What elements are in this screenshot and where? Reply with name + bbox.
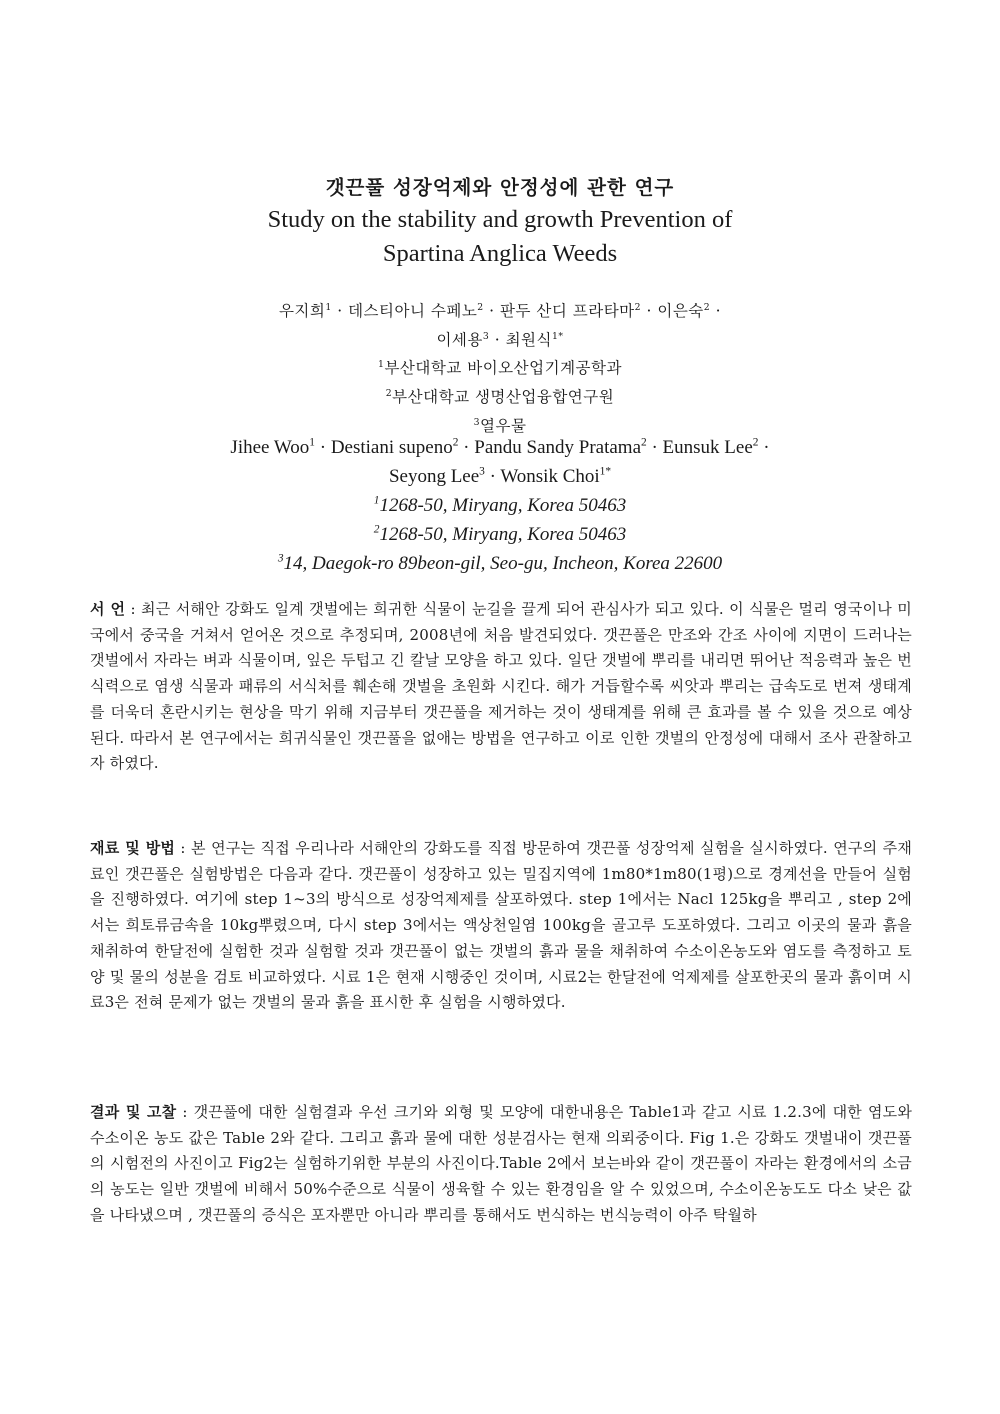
authors-english bbox=[0, 433, 1000, 578]
author-name: Seyong Lee bbox=[388, 466, 480, 487]
section-body: : 최근 서해안 강화도 일계 갯벌에는 희귀한 식물이 눈길을 끌게 되어 관심사가 되고 있다. 이 식물은 멀리 영국이나 미국에서 중국을 거쳐서 얻어온 것으로 추정되며, 2008년에 처음 발견되었다. 갯끈풀은 만조와 간조 사이에 지면이 드러나는 갯벌에서 자라는 벼과 식물이며, 잎은 두텁고 긴 칼날 모양을 하고 있다. 일단 갯벌에 뿌리를 내리면 뛰어난 적응력과 높은 번식력으로 염생 식물과 패류의 서식처를 훼손해 갯벌을 초원화 시킨다. 해가 거듭할수록 씨앗과 뿌리는 급속도로 번져 생태계를 더욱더 혼란시키는 현상을 막기 위해 지금부터 갯끈풀을 제거하는 것이 생태계를 위해 큰 효과를 볼 수 있을 것으로 예상된다. 따라서 본 연구에서는 희귀식물인 갯끈풀을 없애는 방법을 연구하고 이로 인한 갯벌의 안정성에 대해서 조사 관찰하고자 하였다. bbox=[90, 600, 913, 773]
author-name: Wonsik Choi bbox=[500, 466, 600, 487]
affiliation-ko-2 bbox=[0, 383, 1000, 412]
author-sup: 2 bbox=[703, 301, 711, 313]
author-name: Pandu Sandy Pratama bbox=[474, 437, 642, 458]
aff-sup: 3 bbox=[473, 416, 480, 428]
section-introduction bbox=[90, 597, 912, 777]
author-sep: · bbox=[489, 330, 506, 349]
author-line-ko-2 bbox=[0, 326, 1000, 355]
title-english-line1: Study on the stability and growth Prevention of bbox=[267, 206, 733, 233]
author-sep: · bbox=[483, 302, 500, 320]
author-sep: · bbox=[484, 466, 501, 487]
addr-text: 1268-50, Miryang, Korea 50463 bbox=[379, 524, 627, 545]
author-sup: 2 bbox=[634, 301, 642, 313]
section-heading: 재료 및 방법 bbox=[90, 839, 176, 857]
author-sep: · bbox=[458, 437, 475, 458]
author-sup: 1 bbox=[309, 436, 315, 449]
author-sup: 1* bbox=[599, 465, 612, 478]
addr-text: 14, Daegok-ro 89beon-gil, Seo-gu, Incheon, Korea 22600 bbox=[283, 553, 723, 574]
author-name: 데스티아니 수페노 bbox=[348, 302, 478, 320]
title-korean: 갯끈풀 성장억제와 안정성에 관한 연구 bbox=[325, 176, 675, 199]
aff-text: 부산대학교 바이오산업기계공학과 bbox=[384, 359, 622, 378]
author-sep: · bbox=[314, 437, 331, 458]
address-3 bbox=[0, 549, 1000, 578]
section-methods bbox=[90, 836, 912, 1016]
author-sup: 3 bbox=[482, 330, 490, 342]
addr-sup: 3 bbox=[277, 552, 284, 565]
author-sep: · bbox=[646, 437, 663, 458]
addr-sup: 1 bbox=[373, 494, 380, 507]
author-sup: 2 bbox=[452, 436, 459, 449]
addr-sup: 2 bbox=[373, 523, 380, 536]
affiliation-ko-1 bbox=[0, 354, 1000, 383]
author-name: Destiani supeno bbox=[330, 437, 453, 458]
author-name: 최원식 bbox=[505, 330, 552, 349]
author-sup: 2 bbox=[477, 301, 484, 313]
addr-text: 1268-50, Miryang, Korea 50463 bbox=[379, 495, 627, 516]
author-line-en-2 bbox=[0, 462, 1000, 491]
section-results bbox=[90, 1100, 912, 1229]
aff-text: 부산대학교 생명산업융합연구원 bbox=[392, 388, 615, 407]
section-heading: 서 언 bbox=[90, 600, 126, 618]
author-sup: 1* bbox=[551, 330, 564, 342]
section-body: : 갯끈풀에 대한 실험결과 우선 크기와 외형 및 모양에 대한내용은 Table1과 같고 시료 1.2.3에 대한 염도와 수소이온 농도 값은 Table 2와 같다. 그리고 흙과 물에 대한 성분검사는 현재 의뢰중이다. Fig 1.은 강화도 갯벌내이 갯끈풀의 시험전의 사진이고 Fig2는 실험하기위한 부분의 사진이다.Table 2에서 보는바와 같이 갯끈풀이 자라는 환경에서의 소금의 농도는 일반 갯벌에 비해서 50%수준으로 식물이 생육할 수 있는 환경임을 알 수 있었으며, 수소이온농도도 다소 낮은 값을 나타냈으며 , 갯끈풀의 증식은 포자뿐만 아니라 뿌리를 통해서도 번식하는 번식능력이 아주 탁월하 bbox=[90, 1103, 913, 1224]
author-sep: · bbox=[641, 302, 658, 320]
aff-sup: 1 bbox=[378, 359, 385, 371]
authors-korean bbox=[0, 297, 1000, 441]
aff-text: 열우물 bbox=[480, 416, 527, 435]
title-english-line2: Spartina Anglica Weeds bbox=[382, 240, 618, 267]
author-sup: 1 bbox=[325, 301, 332, 313]
author-sep: · bbox=[758, 437, 770, 458]
address-1 bbox=[0, 491, 1000, 520]
author-name: 이은숙 bbox=[657, 302, 704, 320]
title-english bbox=[0, 203, 1000, 271]
author-name: 이세용 bbox=[436, 330, 483, 349]
author-sep: · bbox=[710, 302, 722, 320]
author-sup: 2 bbox=[641, 436, 647, 449]
aff-sup: 2 bbox=[385, 387, 393, 399]
author-sep: · bbox=[331, 302, 349, 320]
address-2 bbox=[0, 520, 1000, 549]
author-name: Jihee Woo bbox=[230, 437, 310, 458]
author-sup: 3 bbox=[479, 465, 485, 478]
author-name: 판두 산디 프라타마 bbox=[500, 302, 635, 320]
section-heading: 결과 및 고찰 bbox=[90, 1103, 177, 1121]
section-body: : 본 연구는 직접 우리나라 서해안의 강화도를 직접 방문하여 갯끈풀 성장억제 실험을 실시하였다. 연구의 주재료인 갯끈풀은 실험방법은 다음과 같다. 갯끈풀이 성장하고 있는 밀집지역에 1m80*1m80(1평)으로 경계선을 만들어 실험을 진행하였다. 여기에 step 1~3의 방식으로 성장억제제를 살포하였다. step 1에서는 Nacl 125kg을 뿌리고 , step 2에서는 희토류금속을 10kg뿌렸으며, 다시 step 3에서는 액상천일염 100kg을 골고루 도포하였다. 그리고 이곳의 물과 흙을 채취하여 한달전에 실험한 것과 실험할 것과 갯끈풀이 없는 갯벌의 흙과 물을 채취하여 수소이온농도와 염도를 측정하고 토양 및 물의 성분을 검토 비교하였다. 시료 1은 현재 시행중인 것이며, 시료2는 한달전에 억제제를 살포한곳의 물과 흙이며 시료3은 전혀 문제가 없는 갯벌의 물과 흙을 표시한 후 실험을 시행하였다. bbox=[90, 839, 913, 1012]
author-name: Eunsuk Lee bbox=[662, 437, 753, 458]
author-line-en-1 bbox=[0, 433, 1000, 462]
author-sup: 2 bbox=[752, 436, 759, 449]
author-name: 우지희 bbox=[278, 302, 326, 320]
author-line-ko-1 bbox=[0, 297, 1000, 326]
